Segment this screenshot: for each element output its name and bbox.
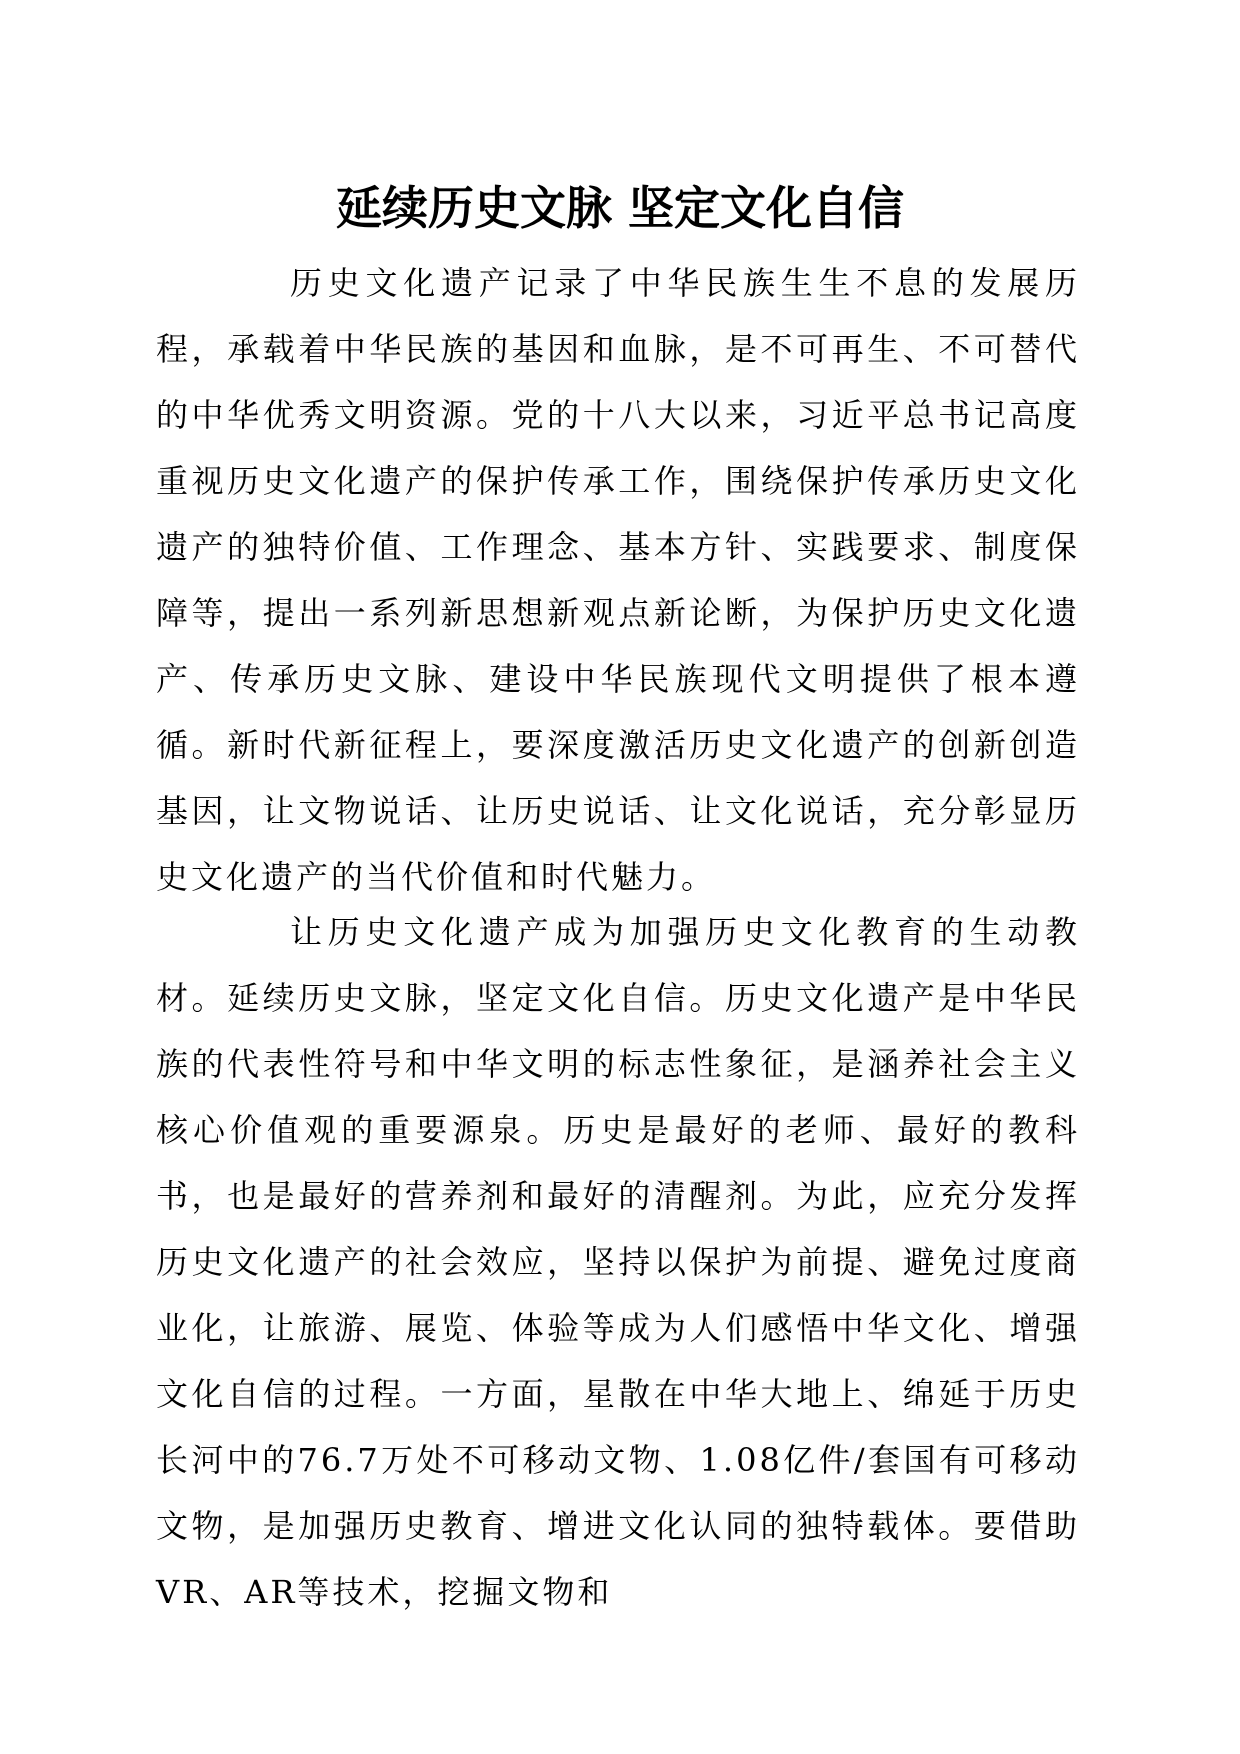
paragraph-1: 历史文化遗产记录了中华民族生生不息的发展历程，承载着中华民族的基因和血脉，是不可再生、不可替代的中华优秀文明资源。党的十八大以来，习近平总书记高度重视历史文化遗产的保护传承工作，围绕保护传承历史文化遗产的独特价值、工作理念、基本方针、实践要求、制度保障等，提出一系列新思想新观点新论断，为保护历史文化遗产、传承历史文脉、建设中华民族现代文明提供了根本遵循。新时代新征程上，要深度激活历史文化遗产的创新创造基因，让文物说话、让历史说话、让文化说话，充分彰显历史文化遗产的当代价值和时代魅力。 <box>156 264 1080 896</box>
document-title: 延续历史文脉 坚定文化自信 <box>335 181 904 235</box>
paragraph-2: 让历史文化遗产成为加强历史文化教育的生动教材。延续历史文脉，坚定文化自信。历史文化遗产是中华民族的代表性符号和中华文明的标志性象征，是涵养社会主义核心价值观的重要源泉。历史是最好的老师、最好的教科书，也是最好的营养剂和最好的清醒剂。为此，应充分发挥历史文化遗产的社会效应，坚持以保护为前提、避免过度商业化，让旅游、展览、体验等成为人们感悟中华文化、增强文化自信的过程。一方面，星散在中华大地上、绵延于历史长河中的76.7万处不可移动文物、1.08亿件/套国有可移动文物，是加强历史教育、增进文化认同的独特载体。要借助VR、AR等技术，挖掘文物和 <box>156 913 1080 1611</box>
